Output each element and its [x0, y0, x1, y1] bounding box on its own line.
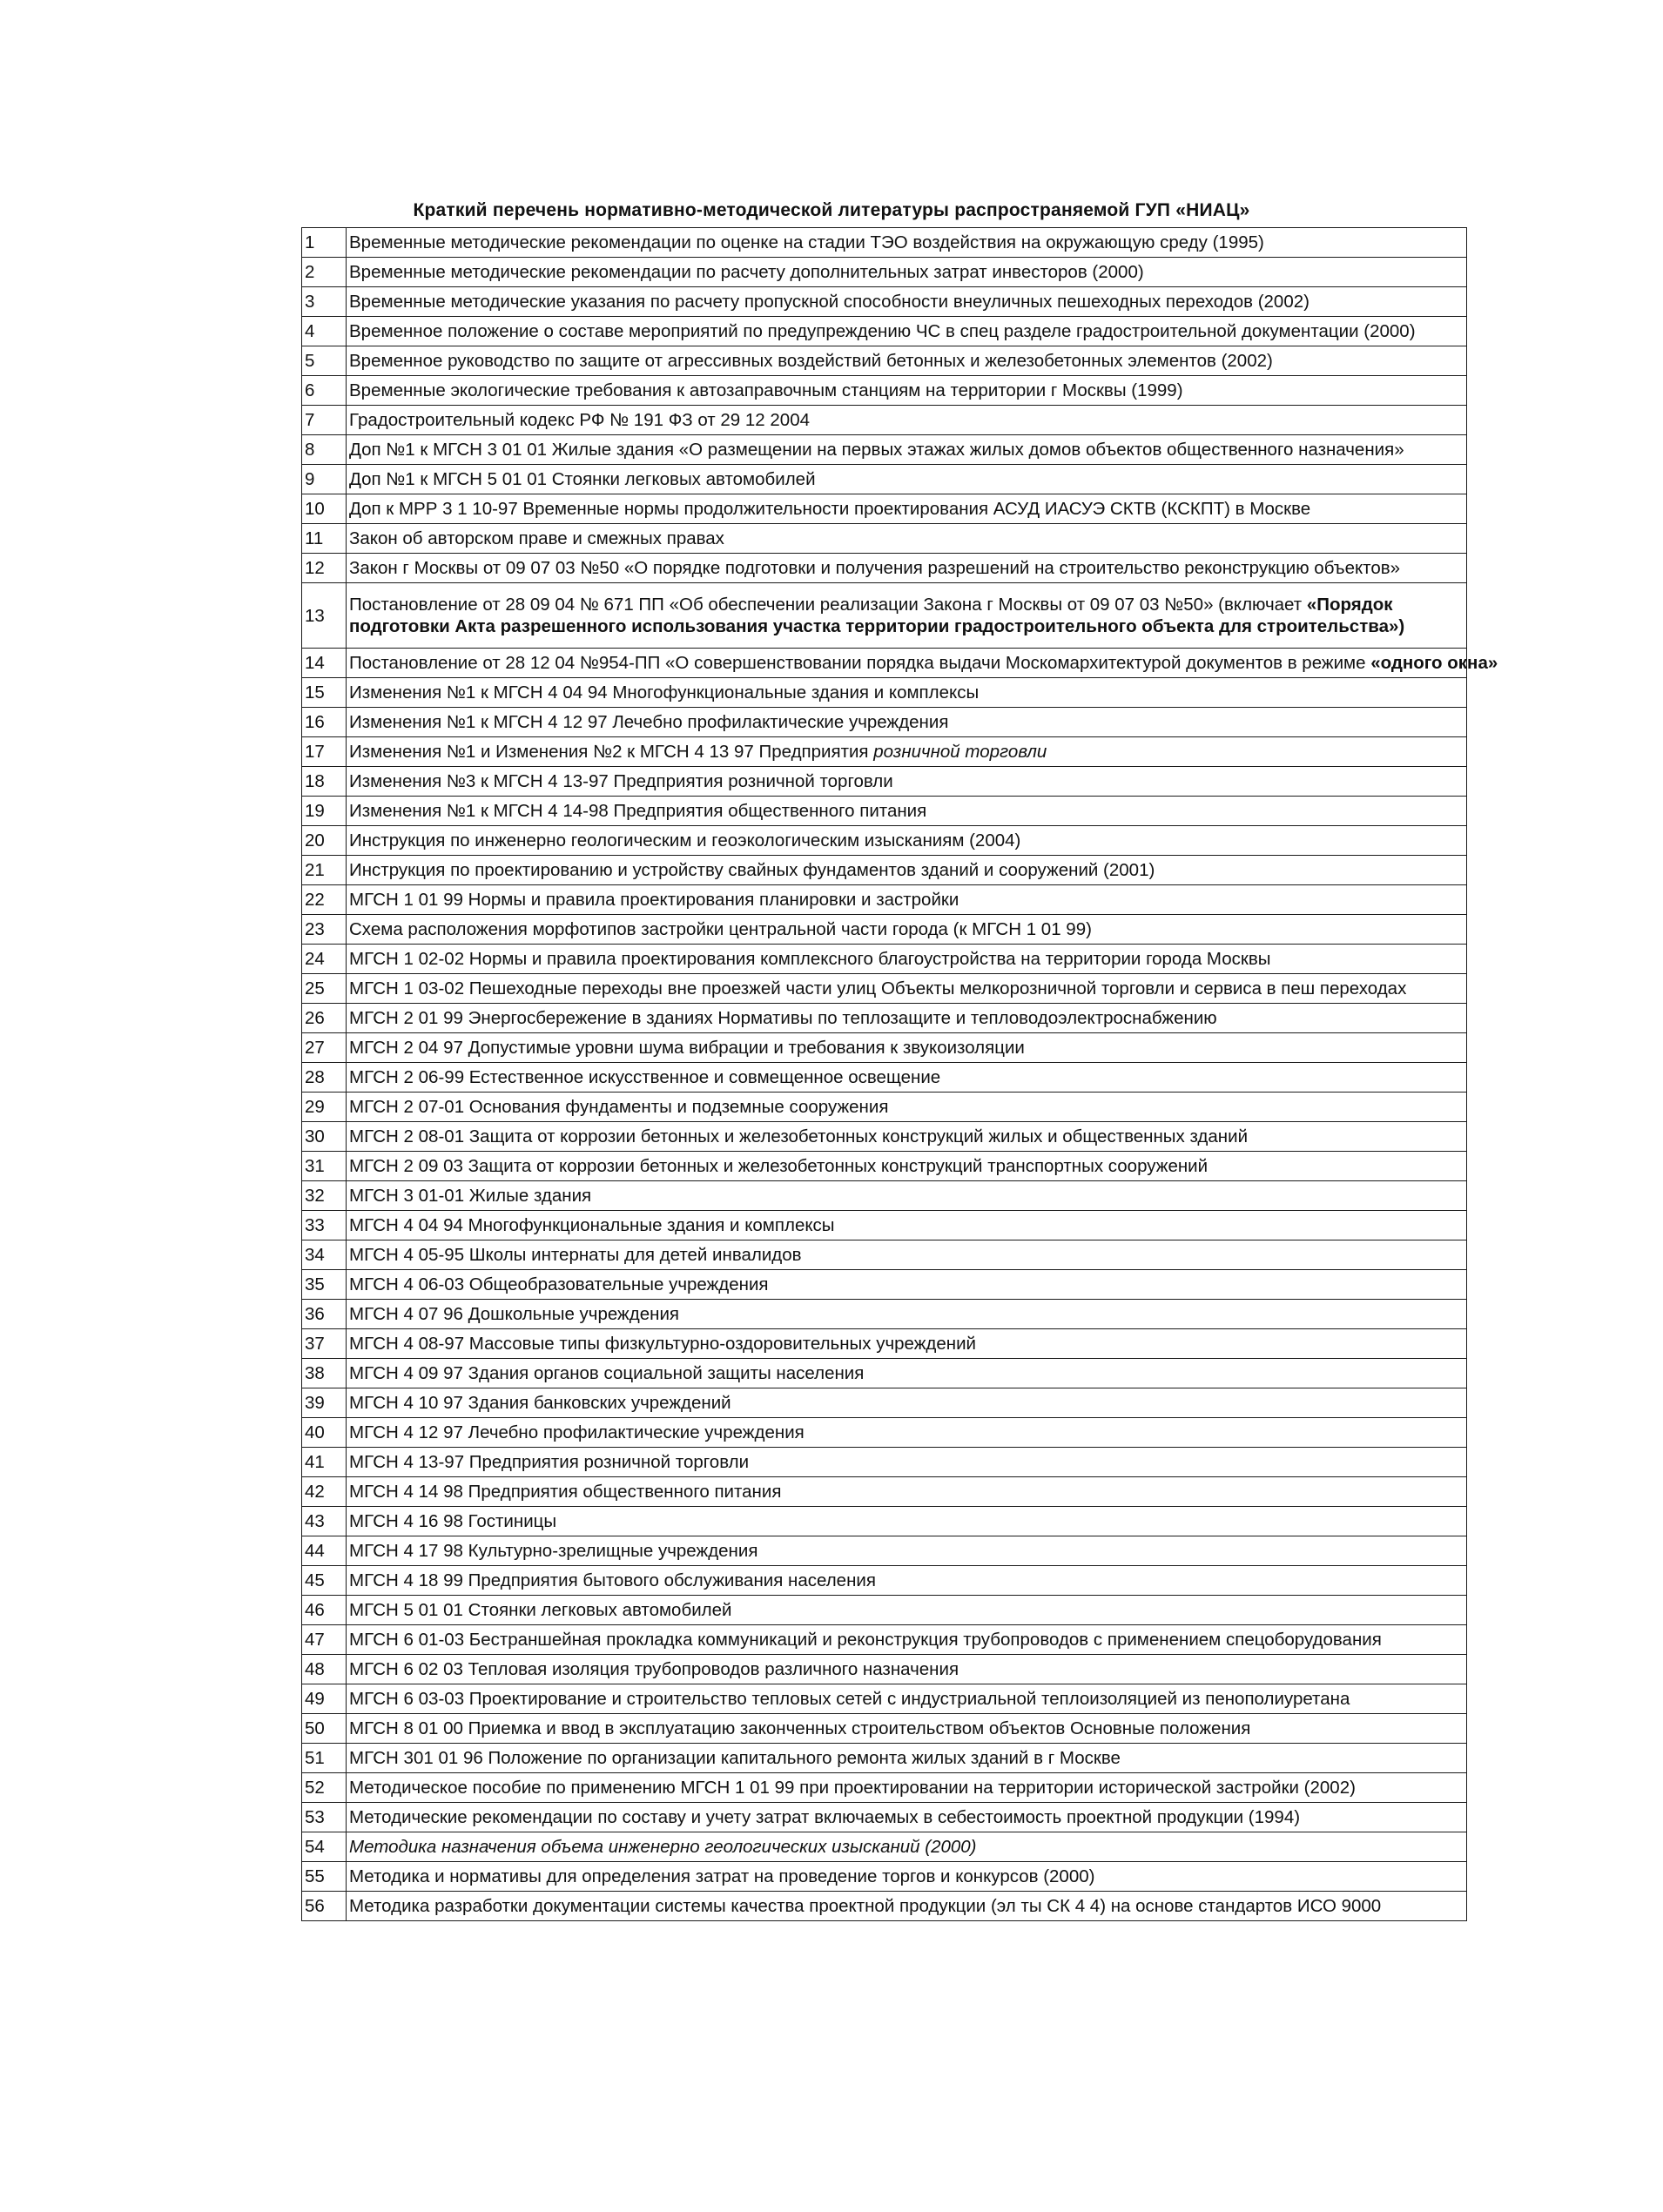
row-number: 53 — [302, 1803, 347, 1832]
row-title-text: Закон г Москвы от 09 07 03 №50 «О порядке подготовки и получения разрешений на строительство реконструкцию объектов» — [349, 558, 1401, 578]
row-title-text: Инструкция по инженерно геологическим и геоэкологическим изысканиям (2004) — [349, 830, 1021, 851]
table-row — [302, 1714, 1467, 1744]
table-row — [302, 1122, 1467, 1152]
row-title-text: МГСН 4 17 98 Культурно-зрелищные учреждения — [349, 1541, 758, 1561]
table-row — [302, 1892, 1467, 1921]
row-number: 41 — [302, 1448, 347, 1477]
row-number: 7 — [302, 406, 347, 435]
row-title — [347, 1152, 1467, 1181]
row-title-text: Доп к МРР 3 1 10-97 Временные нормы продолжительности проектирования АСУД ИАСУЭ СКТВ (КСКПТ) в Москве — [349, 499, 1311, 519]
row-number: 29 — [302, 1093, 347, 1122]
row-title — [347, 494, 1467, 524]
table-row — [302, 435, 1467, 465]
row-number: 54 — [302, 1832, 347, 1862]
row-number: 30 — [302, 1122, 347, 1152]
row-number: 13 — [302, 583, 347, 649]
table-row — [302, 583, 1467, 649]
table-row — [302, 1211, 1467, 1240]
row-title — [347, 228, 1467, 258]
table-row — [302, 1152, 1467, 1181]
row-number: 37 — [302, 1329, 347, 1359]
table-row — [302, 465, 1467, 494]
row-title — [347, 885, 1467, 915]
row-title-text: МГСН 1 01 99 Нормы и правила проектирования планировки и застройки — [349, 890, 959, 910]
row-number: 50 — [302, 1714, 347, 1744]
table-row — [302, 826, 1467, 856]
row-title — [347, 1004, 1467, 1033]
row-title — [347, 1566, 1467, 1596]
row-number: 16 — [302, 708, 347, 737]
row-number: 5 — [302, 346, 347, 376]
row-title-text: МГСН 2 09 03 Защита от коррозии бетонных и железобетонных конструкций транспортных сооружений — [349, 1156, 1209, 1176]
row-number: 32 — [302, 1181, 347, 1211]
row-title-text: Схема расположения морфотипов застройки центральной части города (к МГСН 1 01 99) — [349, 919, 1092, 939]
row-title — [347, 1536, 1467, 1566]
row-title-text: Изменения №1 к МГСН 4 12 97 Лечебно профилактические учреждения — [349, 712, 949, 732]
row-title-text: Постановление от 28 12 04 №954-ПП «О совершенствовании порядка выдачи Москомархитектурой документов в режиме — [349, 653, 1371, 673]
row-title — [347, 1211, 1467, 1240]
row-title — [347, 678, 1467, 708]
row-title — [347, 287, 1467, 317]
row-title-text: МГСН 2 06-99 Естественное искусственное и совмещенное освещение — [349, 1067, 941, 1087]
table-row — [302, 649, 1467, 678]
row-title — [347, 1803, 1467, 1832]
row-title — [347, 406, 1467, 435]
row-title-text: МГСН 2 07-01 Основания фундаменты и подземные сооружения — [349, 1097, 889, 1117]
row-title-text: МГСН 2 04 97 Допустимые уровни шума вибрации и требования к звукоизоляции — [349, 1038, 1025, 1058]
literature-table — [301, 227, 1498, 1921]
row-number: 56 — [302, 1892, 347, 1921]
row-title-text: Изменения №1 и Изменения №2 к МГСН 4 13 97 Предприятия — [349, 742, 874, 762]
table-row — [302, 1655, 1467, 1684]
row-title-text: МГСН 4 05-95 Школы интернаты для детей инвалидов — [349, 1245, 802, 1265]
row-number: 27 — [302, 1033, 347, 1063]
row-title-text: Инструкция по проектированию и устройству свайных фундаментов зданий и сооружений (2001) — [349, 860, 1155, 880]
table-row — [302, 797, 1467, 826]
row-number: 26 — [302, 1004, 347, 1033]
table-row — [302, 1240, 1467, 1270]
row-title — [347, 554, 1467, 583]
row-title-text: МГСН 2 08-01 Защита от коррозии бетонных и железобетонных конструкций жилых и общественных зданий — [349, 1126, 1249, 1146]
row-number: 8 — [302, 435, 347, 465]
row-title-text: Постановление от 28 09 04 № 671 ПП «Об обеспечении реализации Закона г Москвы от 09 07 03 №50» (включает — [349, 595, 1307, 615]
table-row — [302, 1625, 1467, 1655]
row-title-text: МГСН 4 12 97 Лечебно профилактические учреждения — [349, 1422, 805, 1442]
row-title-italic-text: розничной торговли — [873, 742, 1047, 762]
row-title — [347, 1093, 1467, 1122]
row-number: 31 — [302, 1152, 347, 1181]
row-number: 12 — [302, 554, 347, 583]
table-row — [302, 915, 1467, 945]
row-title-text: МГСН 4 18 99 Предприятия бытового обслуживания населения — [349, 1570, 876, 1590]
row-title — [347, 1507, 1467, 1536]
row-number: 6 — [302, 376, 347, 406]
row-title — [347, 945, 1467, 974]
row-title-text: Градостроительный кодекс РФ № 191 ФЗ от 29 12 2004 — [349, 410, 810, 430]
row-title — [347, 1033, 1467, 1063]
row-title — [347, 1448, 1467, 1477]
row-number: 44 — [302, 1536, 347, 1566]
table-row — [302, 1684, 1467, 1714]
row-number: 9 — [302, 465, 347, 494]
row-number: 47 — [302, 1625, 347, 1655]
row-number: 4 — [302, 317, 347, 346]
row-title — [347, 1181, 1467, 1211]
table-row — [302, 737, 1467, 767]
row-title-text: Изменения №1 к МГСН 4 14-98 Предприятия общественного питания — [349, 801, 927, 821]
row-title-text: Временные методические рекомендации по расчету дополнительных затрат инвесторов (2000) — [349, 262, 1144, 282]
row-title-text: МГСН 4 14 98 Предприятия общественного питания — [349, 1482, 782, 1502]
row-number: 36 — [302, 1300, 347, 1329]
table-row — [302, 767, 1467, 797]
row-number: 51 — [302, 1744, 347, 1773]
row-number: 40 — [302, 1418, 347, 1448]
row-number: 10 — [302, 494, 347, 524]
table-row — [302, 228, 1467, 258]
row-title-text: МГСН 4 07 96 Дошкольные учреждения — [349, 1304, 680, 1324]
table-row — [302, 1803, 1467, 1832]
row-number: 3 — [302, 287, 347, 317]
table-row — [302, 885, 1467, 915]
row-title-bold-text: «одного окна» — [1370, 653, 1498, 673]
row-title — [347, 1655, 1467, 1684]
table-row — [302, 317, 1467, 346]
row-title-text: МГСН 3 01-01 Жилые здания — [349, 1186, 592, 1206]
row-title — [347, 1892, 1467, 1921]
row-title — [347, 915, 1467, 945]
row-title-text: МГСН 6 01-03 Бестраншейная прокладка коммуникаций и реконструкция трубопроводов с применением спецоборудования — [349, 1630, 1382, 1650]
table-row — [302, 1418, 1467, 1448]
row-title — [347, 376, 1467, 406]
row-number: 1 — [302, 228, 347, 258]
table-row — [302, 1329, 1467, 1359]
row-title-text: МГСН 5 01 01 Стоянки легковых автомобилей — [349, 1600, 732, 1620]
row-number: 42 — [302, 1477, 347, 1507]
row-number: 45 — [302, 1566, 347, 1596]
table-row — [302, 1596, 1467, 1625]
table-row — [302, 1744, 1467, 1773]
row-title — [347, 649, 1498, 678]
table-row — [302, 974, 1467, 1004]
row-title-text: Доп №1 к МГСН 3 01 01 Жилые здания «О размещении на первых этажах жилых домов объектов общественного назначения» — [349, 440, 1404, 460]
row-title-text: Методические рекомендации по составу и учету затрат включаемых в себестоимость проектной продукции (1994) — [349, 1807, 1301, 1827]
table-row — [302, 856, 1467, 885]
row-title — [347, 524, 1467, 554]
row-number: 20 — [302, 826, 347, 856]
row-title — [347, 317, 1467, 346]
row-title — [347, 1122, 1467, 1152]
row-title — [347, 767, 1467, 797]
row-title — [347, 1270, 1467, 1300]
table-row — [302, 524, 1467, 554]
row-title — [347, 1625, 1467, 1655]
row-number: 55 — [302, 1862, 347, 1892]
row-title-text: Методическое пособие по применению МГСН 1 01 99 при проектировании на территории исторической застройки (2002) — [349, 1778, 1356, 1798]
page-title: Краткий перечень нормативно-методической литературы распространяемой ГУП «НИАЦ» — [413, 200, 1250, 220]
row-number: 33 — [302, 1211, 347, 1240]
table-row — [302, 1773, 1467, 1803]
row-title-text: МГСН 4 06-03 Общеобразовательные учреждения — [349, 1274, 769, 1294]
row-title-text: Изменения №3 к МГСН 4 13-97 Предприятия розничной торговли — [349, 771, 893, 791]
table-row — [302, 406, 1467, 435]
table-row — [302, 554, 1467, 583]
row-number: 18 — [302, 767, 347, 797]
row-number: 25 — [302, 974, 347, 1004]
row-title — [347, 1714, 1467, 1744]
table-row — [302, 1004, 1467, 1033]
row-title-text: МГСН 6 02 03 Тепловая изоляция трубопроводов различного назначения — [349, 1659, 959, 1679]
row-title-text: МГСН 4 04 94 Многофункциональные здания и комплексы — [349, 1215, 835, 1235]
row-title-text: МГСН 4 16 98 Гостиницы — [349, 1511, 557, 1531]
row-title — [347, 1477, 1467, 1507]
row-title-text: Временные методические указания по расчету пропускной способности внеуличных пешеходных переходов (2002) — [349, 292, 1310, 312]
table-row — [302, 494, 1467, 524]
row-number: 21 — [302, 856, 347, 885]
row-title-text: Временное положение о составе мероприятий по предупреждению ЧС в спец разделе градостроительной документации (2000) — [349, 321, 1416, 341]
row-number: 43 — [302, 1507, 347, 1536]
row-title — [347, 258, 1467, 287]
row-title-text: Методика разработки документации системы качества проектной продукции (эл ты СК 4 4) на основе стандартов ИСО 9000 — [349, 1896, 1382, 1916]
row-title-text: Методика назначения объема инженерно геологических изысканий (2000) — [349, 1837, 977, 1857]
row-number: 11 — [302, 524, 347, 554]
row-title-text: МГСН 6 03-03 Проектирование и строительство тепловых сетей с индустриальной теплоизоляцией из пенополиуретана — [349, 1689, 1350, 1709]
row-title-text: МГСН 4 10 97 Здания банковских учреждений — [349, 1393, 731, 1413]
table-row — [302, 1270, 1467, 1300]
table-row — [302, 1536, 1467, 1566]
row-title — [347, 435, 1467, 465]
row-title — [347, 1388, 1467, 1418]
row-title-text: МГСН 2 01 99 Энергосбережение в зданиях Нормативы по теплозащите и тепловодоэлектроснабжению — [349, 1008, 1217, 1028]
row-number: 34 — [302, 1240, 347, 1270]
row-title-bold-text: «Порядок подготовки Акта разрешенного использования участка территории градостроительного объекта для строительства») — [349, 595, 1405, 636]
row-title-text: МГСН 4 08-97 Массовые типы физкультурно-оздоровительных учреждений — [349, 1334, 977, 1354]
table-row — [302, 945, 1467, 974]
row-number: 22 — [302, 885, 347, 915]
row-number: 14 — [302, 649, 347, 678]
row-title — [347, 1862, 1467, 1892]
table-row — [302, 258, 1467, 287]
row-title — [347, 1063, 1467, 1093]
row-title — [347, 797, 1467, 826]
table-row — [302, 1063, 1467, 1093]
row-number: 52 — [302, 1773, 347, 1803]
row-title — [347, 974, 1467, 1004]
row-number: 39 — [302, 1388, 347, 1418]
row-title-text: Закон об авторском праве и смежных правах — [349, 528, 724, 548]
row-title — [347, 1329, 1467, 1359]
table-row — [302, 1832, 1467, 1862]
row-title-text: МГСН 4 09 97 Здания органов социальной защиты населения — [349, 1363, 865, 1383]
table-row — [302, 1033, 1467, 1063]
table-row — [302, 1093, 1467, 1122]
row-title-text: МГСН 4 13-97 Предприятия розничной торговли — [349, 1452, 750, 1472]
row-number: 17 — [302, 737, 347, 767]
table-row — [302, 1477, 1467, 1507]
row-title — [347, 1744, 1467, 1773]
table-row — [302, 376, 1467, 406]
row-title — [347, 346, 1467, 376]
row-number: 49 — [302, 1684, 347, 1714]
row-title-text: Методика и нормативы для определения затрат на проведение торгов и конкурсов (2000) — [349, 1866, 1095, 1886]
row-number: 15 — [302, 678, 347, 708]
row-title — [347, 826, 1467, 856]
row-title-text: МГСН 1 02-02 Нормы и правила проектирования комплексного благоустройства на территории города Москвы — [349, 949, 1271, 969]
row-title — [347, 737, 1467, 767]
row-title — [347, 1773, 1467, 1803]
row-number: 48 — [302, 1655, 347, 1684]
row-title-text: Временные методические рекомендации по оценке на стадии ТЭО воздействия на окружающую среду (1995) — [349, 232, 1264, 252]
row-title — [347, 1832, 1467, 1862]
row-number: 28 — [302, 1063, 347, 1093]
row-title — [347, 1240, 1467, 1270]
row-title — [347, 583, 1467, 649]
table-row — [302, 678, 1467, 708]
row-title — [347, 1418, 1467, 1448]
row-number: 19 — [302, 797, 347, 826]
row-title — [347, 465, 1467, 494]
row-title-text: Изменения №1 к МГСН 4 04 94 Многофункциональные здания и комплексы — [349, 682, 980, 703]
table-row — [302, 1448, 1467, 1477]
row-number: 38 — [302, 1359, 347, 1388]
row-number: 2 — [302, 258, 347, 287]
row-title-text: Доп №1 к МГСН 5 01 01 Стоянки легковых автомобилей — [349, 469, 816, 489]
row-number: 35 — [302, 1270, 347, 1300]
row-title-text: МГСН 1 03-02 Пешеходные переходы вне проезжей части улиц Объекты мелкорозничной торговли и сервиса в пеш переходах — [349, 978, 1407, 998]
row-number: 23 — [302, 915, 347, 945]
table-row — [302, 1359, 1467, 1388]
row-number: 24 — [302, 945, 347, 974]
table-row — [302, 1181, 1467, 1211]
row-title — [347, 708, 1467, 737]
row-title — [347, 1300, 1467, 1329]
row-title-text: Временное руководство по защите от агрессивных воздействий бетонных и железобетонных элементов (2002) — [349, 351, 1273, 371]
row-title-text: МГСН 8 01 00 Приемка и ввод в эксплуатацию законченных строительством объектов Основные положения — [349, 1718, 1251, 1738]
row-number: 46 — [302, 1596, 347, 1625]
table-row — [302, 346, 1467, 376]
row-title-text: Временные экологические требования к автозаправочным станциям на территории г Москвы (1999) — [349, 380, 1183, 400]
table-row — [302, 1388, 1467, 1418]
table-row — [302, 1862, 1467, 1892]
table-row — [302, 708, 1467, 737]
table-row — [302, 1507, 1467, 1536]
table-row — [302, 1566, 1467, 1596]
table-row — [302, 1300, 1467, 1329]
row-title — [347, 1359, 1467, 1388]
row-title — [347, 1596, 1467, 1625]
row-title — [347, 856, 1467, 885]
table-row — [302, 287, 1467, 317]
row-title-text: МГСН 301 01 96 Положение по организации капитального ремонта жилых зданий в г Москве — [349, 1748, 1121, 1768]
row-title — [347, 1684, 1467, 1714]
